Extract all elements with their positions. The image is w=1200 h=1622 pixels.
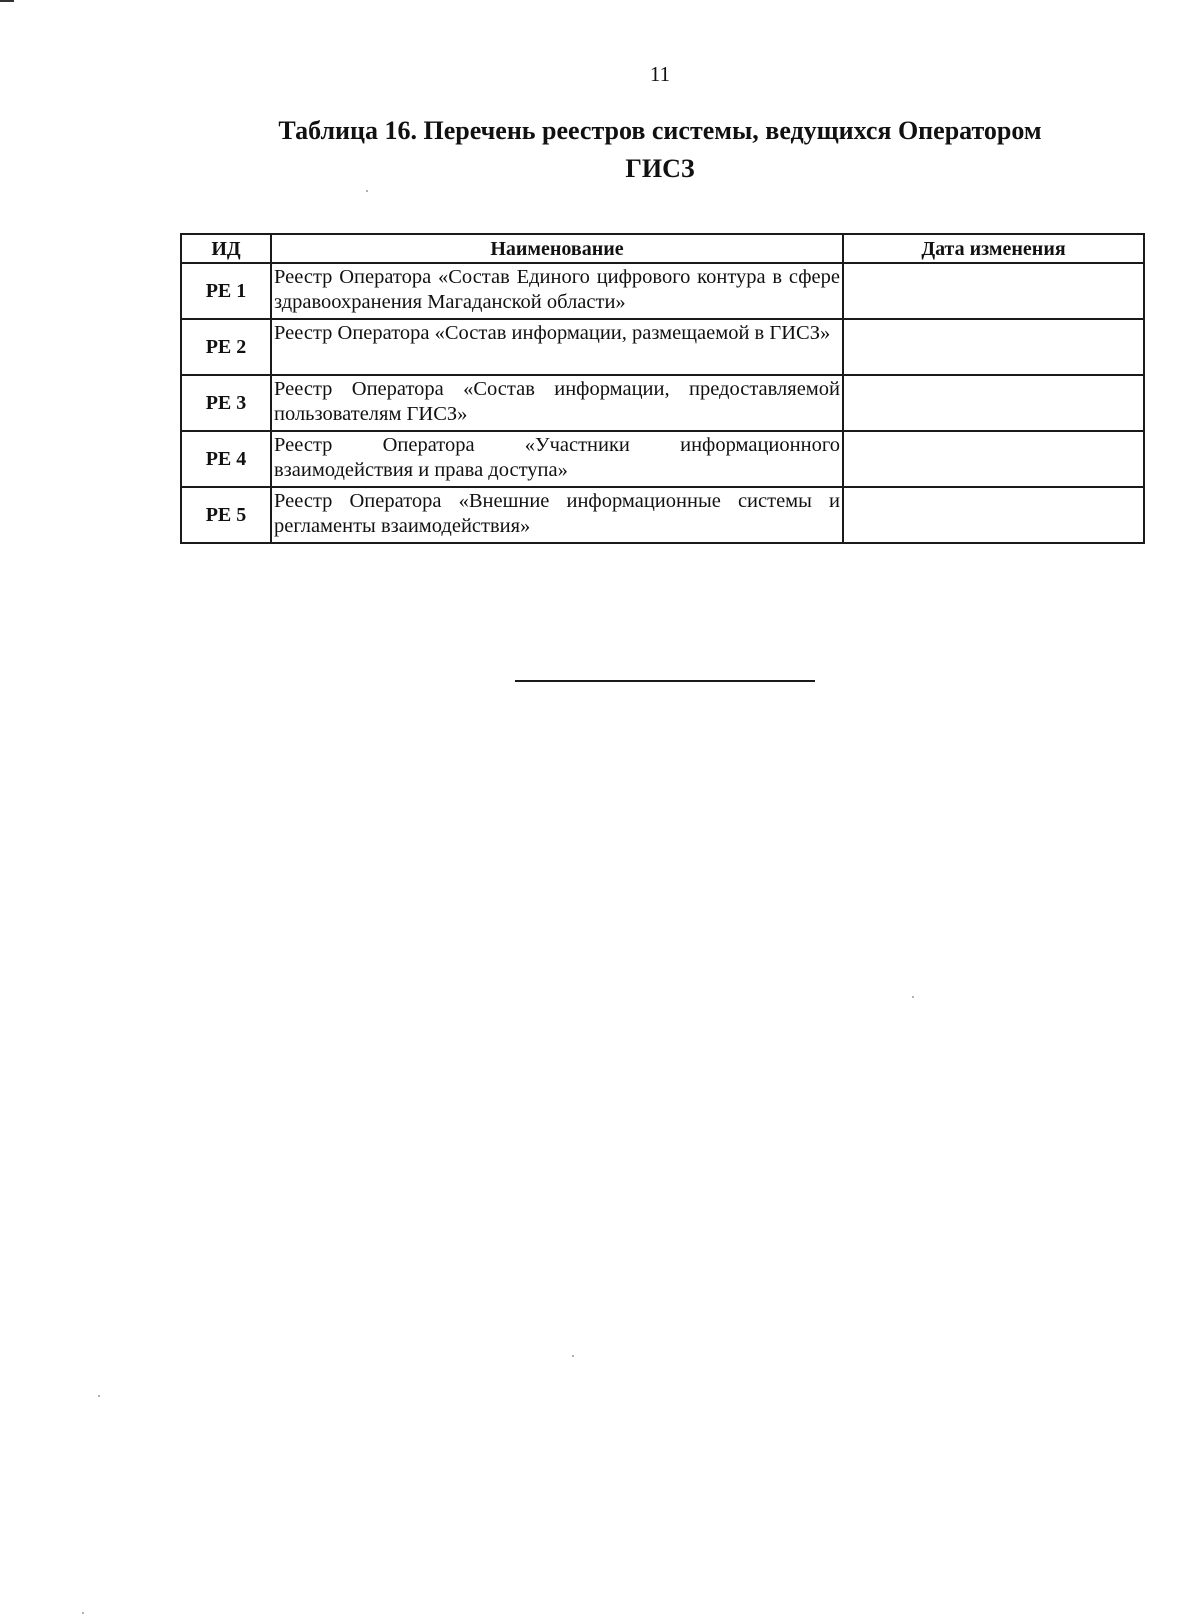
register-name: Реестр Оператора «Состав информации, размещаемой в ГИСЗ» bbox=[271, 319, 843, 375]
register-date bbox=[843, 319, 1144, 375]
table-row bbox=[181, 375, 1144, 431]
table-row bbox=[181, 319, 1144, 375]
page-number: 11 bbox=[649, 62, 671, 86]
register-name: Реестр Оператора «Внешние информационные системы и регламенты взаимодействия» bbox=[271, 487, 843, 543]
header-id: ИД bbox=[181, 234, 271, 263]
table-title-line-1: Таблица 16. Перечень реестров системы, ведущихся Оператором bbox=[278, 116, 1042, 145]
scan-speck bbox=[366, 190, 368, 192]
register-date bbox=[843, 375, 1144, 431]
register-id: РЕ 4 bbox=[181, 431, 271, 487]
table-title-line-2: ГИСЗ bbox=[625, 154, 695, 183]
scan-speck bbox=[82, 1612, 84, 1614]
end-of-document-rule bbox=[515, 680, 815, 682]
register-id: РЕ 5 bbox=[181, 487, 271, 543]
scan-speck bbox=[912, 996, 914, 998]
register-name: Реестр Оператора «Участники информационного взаимодействия и права доступа» bbox=[271, 431, 843, 487]
register-id: РЕ 3 bbox=[181, 375, 271, 431]
register-date bbox=[843, 487, 1144, 543]
header-name: Наименование bbox=[271, 234, 843, 263]
registers-table bbox=[180, 233, 1145, 544]
scan-speck bbox=[98, 1395, 100, 1397]
table-row bbox=[181, 263, 1144, 319]
register-date bbox=[843, 263, 1144, 319]
table-title bbox=[240, 112, 1080, 188]
register-name: Реестр Оператора «Состав Единого цифрового контура в сфере здравоохранения Магаданской области» bbox=[271, 263, 843, 319]
register-name: Реестр Оператора «Состав информации, предоставляемой пользователям ГИСЗ» bbox=[271, 375, 843, 431]
scan-speck bbox=[572, 1355, 574, 1357]
register-date bbox=[843, 431, 1144, 487]
scan-corner-mark bbox=[0, 0, 14, 2]
table-header-row bbox=[181, 234, 1144, 263]
table-row bbox=[181, 431, 1144, 487]
register-id: РЕ 2 bbox=[181, 319, 271, 375]
table-row bbox=[181, 487, 1144, 543]
header-date: Дата изменения bbox=[843, 234, 1144, 263]
register-id: РЕ 1 bbox=[181, 263, 271, 319]
